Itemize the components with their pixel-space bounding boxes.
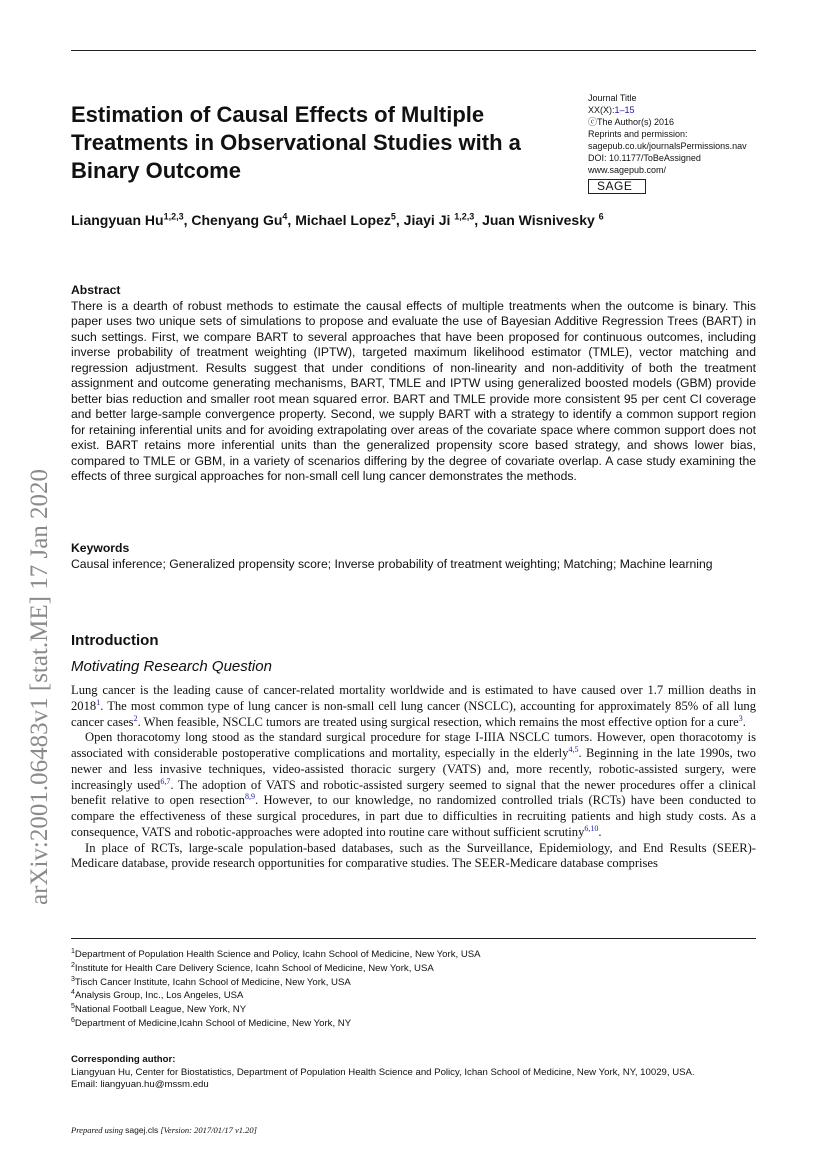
keywords-text: Causal inference; Generalized propensity score; Inverse probability of treatment weighting; Matching; Machine learning <box>71 556 713 571</box>
motivating-subheading: Motivating Research Question <box>71 658 272 675</box>
website: www.sagepub.com/ <box>588 165 667 175</box>
citation-link[interactable]: 8,9 <box>244 792 255 802</box>
introduction-body <box>71 683 756 872</box>
citation-link[interactable]: 3 <box>738 713 743 723</box>
copyright: ⓒThe Author(s) 2016 <box>588 117 675 127</box>
corresponding-heading: Corresponding author: <box>71 1054 176 1065</box>
footnote: $^2$Institute for Health Care Delivery Science, Icahn School of Medicine, New York, USA <box>71 961 434 974</box>
reprints: Reprints and permission: <box>588 129 688 139</box>
journal-title: Journal Title <box>588 93 637 103</box>
author-list <box>71 211 771 229</box>
corresponding-author <box>71 1054 771 1092</box>
citation-link[interactable]: 1 <box>96 697 101 707</box>
footnote-rule <box>71 938 756 939</box>
permissions-url: sagepub.co.uk/journalsPermissions.nav <box>588 141 747 151</box>
citation-link[interactable]: 4,5 <box>568 744 579 754</box>
journal-info <box>588 92 788 194</box>
keywords-section <box>71 541 771 572</box>
introduction-heading: Introduction <box>71 632 159 649</box>
abstract-section <box>71 283 756 485</box>
doi: DOI: 10.1177/ToBeAssigned <box>588 153 701 163</box>
abstract-text: There is a dearth of robust methods to estimate the causal effects of multiple treatments when the outcome is binary. This paper uses two unique sets of simulations to propose and evaluate the use of Bayesian Additive Regression Trees (BART) in such settings. First, we compare BART to several approaches that have been proposed for continuous outcomes, including inverse probability of treatment weighting (IPTW), targeted maximum likelihood estimator (TMLE), vector matching and regression adjustment. Results suggest that under conditions of non-linearity and non-additivity of both the treatment assignment and outcome generating mechanisms, BART, TMLE and IPTW using generalized boosted models (GBM) provide better bias reduction and smaller root mean squared error. BART and TMLE provide more consistent 95 per cent CI coverage and better large-sample convergence property. Second, we supply BART with a strategy to identify a common support region for retaining inferential units and for avoiding extrapolating over areas of the covariate space where common support does not exist. BART retains more inferential units than the generalized propensity score based strategy, and shows lower bias, compared to TMLE or GBM, in a variety of scenarios differing by the degree of covariate overlap. A case study examining the effects of three surgical approaches for non-small cell lung cancer demonstrates the methods. <box>71 298 756 483</box>
footnote: $^4$Analysis Group, Inc., Los Angeles, USA <box>71 989 244 1002</box>
author: Chenyang Gu$^4$, <box>191 211 296 228</box>
footnote: $^6$Department of Medicine,Icahn School of Medicine, New York, NY <box>71 1016 352 1029</box>
citation-link[interactable]: 6,10 <box>584 823 599 833</box>
citation-link[interactable]: 6,7 <box>160 776 171 786</box>
top-rule <box>71 50 756 51</box>
affiliation-footnotes <box>71 948 756 1031</box>
abstract-heading: Abstract <box>71 283 121 297</box>
corresponding-email: Email: liangyuan.hu@mssm.edu <box>71 1079 209 1090</box>
author: Juan Wisnivesky $^6$ <box>482 211 604 228</box>
pages-link[interactable]: 1–15 <box>614 105 635 115</box>
paper-title: Estimation of Causal Effects of Multiple Treatments in Observational Studies with a Binary Outcome <box>71 102 521 183</box>
keywords-heading: Keywords <box>71 541 130 555</box>
journal-volume: XX(X):1–15 <box>588 105 635 115</box>
paragraph: In place of RCTs, large-scale population-based databases, such as the Surveillance, Epidemiology, and End Results (SEER)-Medicare database, provide research opportunities for comparative studies. The SEER-Medicare database comprises <box>71 840 756 871</box>
prepared-using: Prepared using sagej.cls [Version: 2017/01/17 v1.20] <box>71 1125 257 1135</box>
footnote: $^3$Tisch Cancer Institute, Icahn School of Medicine, New York, USA <box>71 975 351 988</box>
sage-logo: SAGE <box>588 179 646 194</box>
paragraph: Open thoracotomy long stood as the standard surgical procedure for stage I-IIIA NSCLC tumors. However, open thoracotomy is associated with considerable postoperative complications and mortality, especially in the elderly$^{4,5}$. Beginning in the late 1990s, two newer and less invasive techniques, video-assisted thoracic surgery (VATS) and, more recently, robotic-assisted surgery, were increasingly used$^{6,7}$. The adoption of VATS and robotic-assisted surgery seemed to signal that the newer procedures offer a clinical benefit relative to open resection$^{8,9}$. However, to our knowledge, no randomized controlled trials (RCTs) have been conducted to compare the effectiveness of these surgical procedures, in part due to difficulties in recruiting patients and high study costs. As a consequence, VATS and robotic-approaches were adopted into routine care without sufficient scrutiny$^{6,10}$. <box>71 730 757 839</box>
author: Liangyuan Hu$^{1,2,3}$, <box>71 211 192 228</box>
footnote: $^1$Department of Population Health Science and Policy, Icahn School of Medicine, New York, USA <box>71 947 481 960</box>
paragraph: Lung cancer is the leading cause of cancer-related mortality worldwide and is estimated to have caused over 1.7 million deaths in 2018$^1$. The most common type of lung cancer is non-small cell lung cancer (NSCLC), accounting for approximately 85% of all lung cancer cases$^2$. When feasible, NSCLC tumors are treated using surgical resection, which remains the most effective option for a cure$^3$. <box>71 683 756 729</box>
author: Michael Lopez$^5$, <box>295 211 404 228</box>
corresponding-address: Liangyuan Hu, Center for Biostatistics, Department of Population Health Science and Policy, Ichan School of Medicine, New York, NY, 10029, USA. <box>71 1066 695 1078</box>
footnote: $^5$National Football League, New York, NY <box>71 1003 247 1016</box>
citation-link[interactable]: 2 <box>133 713 138 723</box>
author: Jiayi Ji $^{1,2,3}$, <box>403 211 483 228</box>
arxiv-stamp: arXiv:2001.06483v1 [stat.ME] 17 Jan 2020 <box>26 468 53 905</box>
